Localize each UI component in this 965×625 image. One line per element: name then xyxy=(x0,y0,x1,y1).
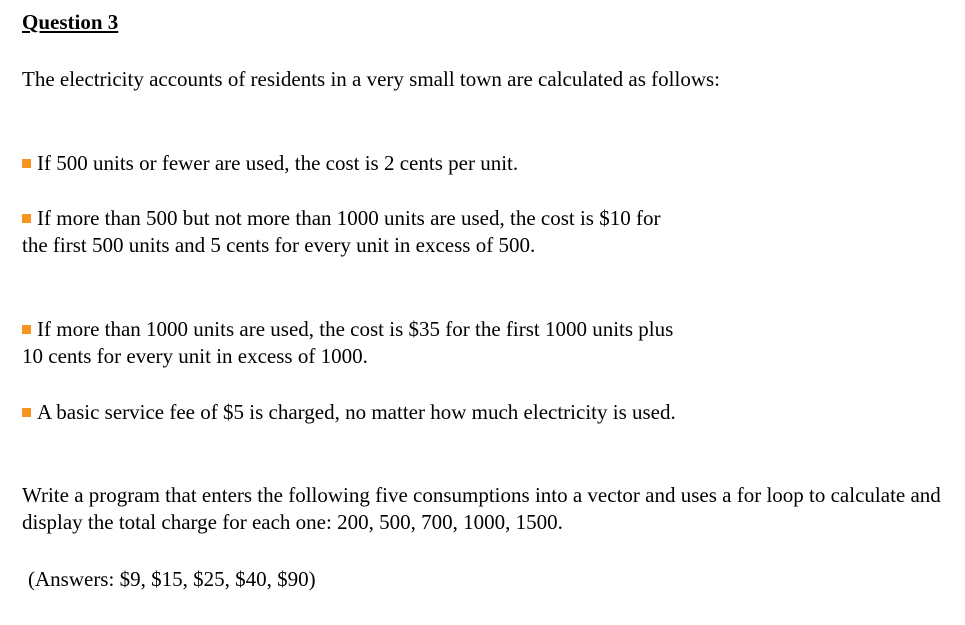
square-bullet-icon xyxy=(22,159,31,168)
answers-text: (Answers: $9, $15, $25, $40, $90) xyxy=(28,567,316,591)
bullet-item xyxy=(22,205,672,259)
bullet-item xyxy=(22,316,682,370)
question-title: Question 3 xyxy=(22,10,119,34)
bullet-text: If more than 1000 units are used, the cost is $35 for the first 1000 units plus 10 cents for every unit in excess of 1000. xyxy=(22,317,674,368)
bullet-text: A basic service fee of $5 is charged, no matter how much electricity is used. xyxy=(37,400,676,424)
task-paragraph: Write a program that enters the following five consumptions into a vector and uses a for loop to calculate and display the total charge for each one: 200, 500, 700, 1000, 1500. xyxy=(22,483,941,534)
bullet-item xyxy=(22,399,712,426)
bullet-item xyxy=(22,150,722,177)
bullet-text: If more than 500 but not more than 1000 units are used, the cost is $10 for the first 500 units and 5 cents for every unit in excess of 500. xyxy=(22,206,661,257)
square-bullet-icon xyxy=(22,325,31,334)
intro-paragraph: The electricity accounts of residents in a very small town are calculated as follows: xyxy=(22,67,720,91)
square-bullet-icon xyxy=(22,408,31,417)
bullet-text: If 500 units or fewer are used, the cost is 2 cents per unit. xyxy=(37,151,519,175)
square-bullet-icon xyxy=(22,214,31,223)
